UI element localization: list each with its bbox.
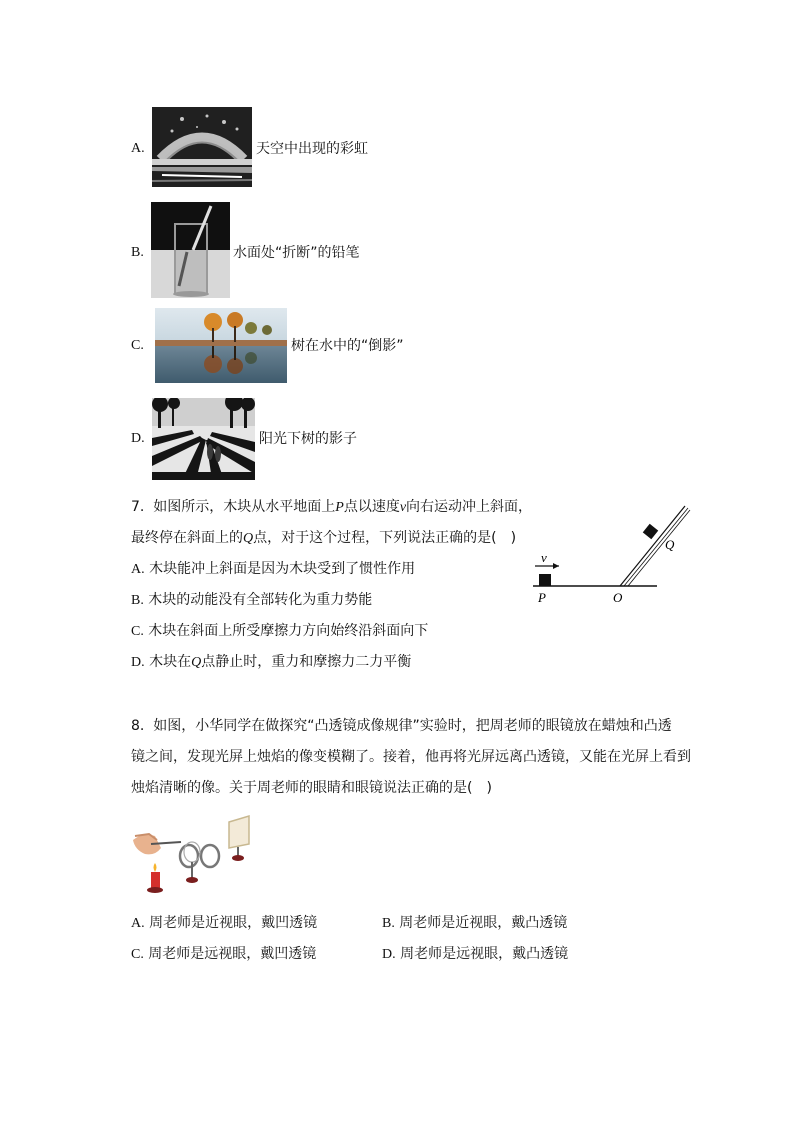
pencil-in-water-photo xyxy=(151,202,230,298)
label-v: v xyxy=(541,550,547,565)
option-letter: D. xyxy=(131,655,145,670)
label-q: Q xyxy=(665,537,675,552)
option-letter: A. xyxy=(131,562,145,577)
q7-text-e: 点，对于这个过程，下列说法正确的是( ) xyxy=(253,530,517,546)
option-letter: A. xyxy=(131,916,145,931)
option-text: 木块在斜面上所受摩擦力方向始终沿斜面向下 xyxy=(148,623,429,639)
option-text: 水面处“折断”的铅笔 xyxy=(233,245,360,261)
option-letter: C. xyxy=(131,947,144,962)
label-o: O xyxy=(613,590,623,605)
glasses-icon xyxy=(180,845,198,867)
option-text: 点静止时，重力和摩擦力二力平衡 xyxy=(201,654,412,670)
q7-option-c xyxy=(131,616,428,647)
q7-stem-line1 xyxy=(131,492,532,523)
q8-stem-line3 xyxy=(131,773,492,804)
rainbow-photo xyxy=(152,107,252,187)
option-letter: C. xyxy=(131,338,144,353)
option-text: 周老师是远视眼，戴凸透镜 xyxy=(400,946,569,962)
lens-experiment-figure xyxy=(131,814,253,896)
q8-text-3: 烛焰清晰的像。关于周老师的眼睛和眼镜说法正确的是( ) xyxy=(131,780,492,796)
q8-stem-line1 xyxy=(131,711,672,742)
option-text: 树在水中的“倒影” xyxy=(291,338,404,354)
var-q: Q xyxy=(243,531,254,546)
incline-figure xyxy=(525,498,695,608)
option-text: 周老师是远视眼，戴凹透镜 xyxy=(148,946,317,962)
option-letter: A. xyxy=(131,141,145,156)
block-q xyxy=(643,524,658,539)
q7-text-a: 如图所示，木块从水平地面上 xyxy=(153,499,336,515)
q8-text-2: 镜之间，发现光屏上烛焰的像变模糊了。接着，他再将光屏远离凸透镜，又能在光屏上看到 xyxy=(131,749,691,765)
option-letter: C. xyxy=(131,624,144,639)
q8-option-c xyxy=(131,939,316,970)
option-text: 周老师是近视眼，戴凸透镜 xyxy=(399,915,568,931)
var-p: P xyxy=(335,500,344,515)
tree-shadow-photo xyxy=(152,398,255,480)
var-v: v xyxy=(399,500,407,515)
option-letter: D. xyxy=(131,431,145,446)
q8-stem-line2 xyxy=(131,742,691,773)
option-text: 木块的动能没有全部转化为重力势能 xyxy=(148,592,373,608)
question-number: 7. xyxy=(131,499,145,515)
option-letter: D. xyxy=(382,947,396,962)
q8-text-1: 如图，小华同学在做探究“凸透镜成像规律”实验时，把周老师的眼镜放在蜡烛和凸透 xyxy=(153,718,672,734)
screen-icon xyxy=(229,816,249,848)
question-number: 8. xyxy=(131,718,145,734)
var-q: Q xyxy=(191,655,202,670)
option-text: 木块在 xyxy=(149,654,192,670)
option-text: 天空中出现的彩虹 xyxy=(256,141,368,157)
option-text: 阳光下树的影子 xyxy=(259,431,357,447)
option-text: 周老师是近视眼，戴凹透镜 xyxy=(149,915,318,931)
q7-text-d: 最终停在斜面上的 xyxy=(131,530,243,546)
q8-option-d xyxy=(382,939,568,970)
q7-stem-line2 xyxy=(131,523,516,554)
q8-option-b xyxy=(382,908,567,939)
q7-option-d xyxy=(131,647,411,678)
tree-reflection-photo xyxy=(155,308,287,383)
q7-text-c: 向右运动冲上斜面， xyxy=(406,499,533,515)
incline-line xyxy=(620,506,685,586)
candle-icon xyxy=(151,872,160,888)
q8-option-a xyxy=(131,908,317,939)
option-text: 木块能冲上斜面是因为木块受到了惯性作用 xyxy=(149,561,416,577)
block-p xyxy=(539,574,551,586)
q7-option-a xyxy=(131,554,415,585)
option-letter: B. xyxy=(131,593,144,608)
option-letter: B. xyxy=(131,245,144,260)
label-p: P xyxy=(538,590,546,605)
q7-option-b xyxy=(131,585,372,616)
option-letter: B. xyxy=(382,916,395,931)
q7-text-b: 点以速度 xyxy=(343,499,400,515)
